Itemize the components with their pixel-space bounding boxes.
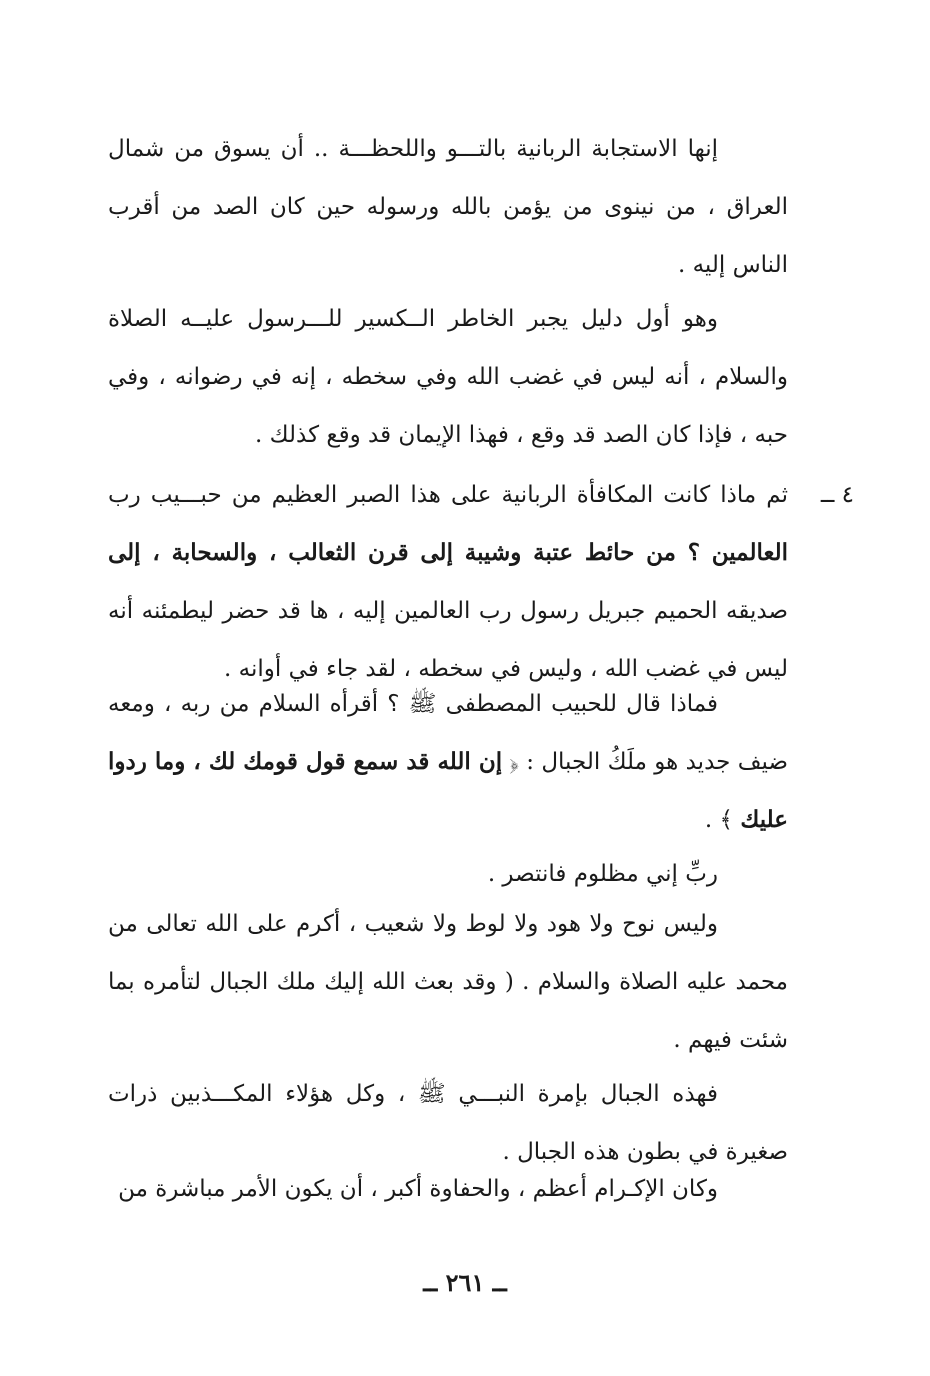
paragraph-4-part-b: ﴾ . (704, 807, 741, 833)
paragraph-1 (108, 120, 788, 294)
quran-quote: إن الله قد سمع قول قومك لك ، وما ردوا عليك (108, 748, 788, 833)
paragraph-4-text (108, 675, 788, 849)
paragraph-5-text: ربِّ إني مظلوم فانتصر . (487, 861, 718, 887)
paragraph-3-text (108, 466, 788, 698)
paragraph-6-text: وليس نوح ولا هود ولا لوط ولا شعيب ، أكرم على الله تعالى من محمد عليه الصلاة والسلام . ( وقد بعث الله إليك ملك الجبال لتأمره بما شئت فيهم . (108, 911, 788, 1053)
list-item-number: ٤ ــ (820, 482, 854, 508)
paragraph-1-text: إنها الاستجابة الربانية بالتـــو واللحظـــة .. أن يسوق من شمال العراق ، من نينوى من يؤمن بالله ورسوله حين كان الصد من أقرب الناس إليه . (108, 136, 788, 278)
paragraph-8-text: وكان الإكـرام أعظم ، والحفاوة أكبر ، أن يكون الأمر مباشرة من (118, 1176, 718, 1202)
page-number: ــ ٢٦١ ــ (423, 1268, 507, 1297)
paragraph-3-part-a: ثم ماذا كانت المكافأة الربانية على هذا الصبر العظيم من حبـــيب رب (108, 482, 788, 508)
paragraph-3 (108, 466, 788, 698)
paragraph-4-part-a: فماذا قال للحبيب المصطفى ﷺ ؟ أقرأه السلام من ربه ، ومعه ضيف جديد هو ملَكُ الجبال : ﴿ (108, 691, 788, 775)
paragraph-6 (108, 895, 788, 1069)
paragraph-2-text: وهو أول دليل يجبر الخاطر الــكسير للـــرسول عليــه الصلاة والسلام ، أنه ليس في غضب الله وفي سخطه ، إنه في رضوانه ، وفي حبه ، فإذا كان الصد قد وقع ، فهذا الإيمان قد وقع كذلك . (108, 306, 788, 448)
paragraph-4 (108, 675, 788, 849)
paragraph-2 (108, 290, 788, 464)
paragraph-8 (108, 1160, 788, 1218)
paragraph-3-part-b: صديقه الحميم جبريل رسول رب العالمين إليه ، ها قد حضر ليطمئنه أنه ليس في غضب الله ، وليس في سخطه ، لقد جاء في أوانه . (108, 598, 788, 682)
paragraph-7-text: فهذه الجبال بإمرة النبـــي ﷺ ، وكل هؤلاء المكـــذبين ذرات صغيرة في بطون هذه الجبال . (108, 1081, 788, 1165)
paragraph-3-bold: العالمين ؟ من حائط عتبة وشيبة إلى قرن الثعالب ، والسحابة ، إلى (108, 539, 788, 566)
